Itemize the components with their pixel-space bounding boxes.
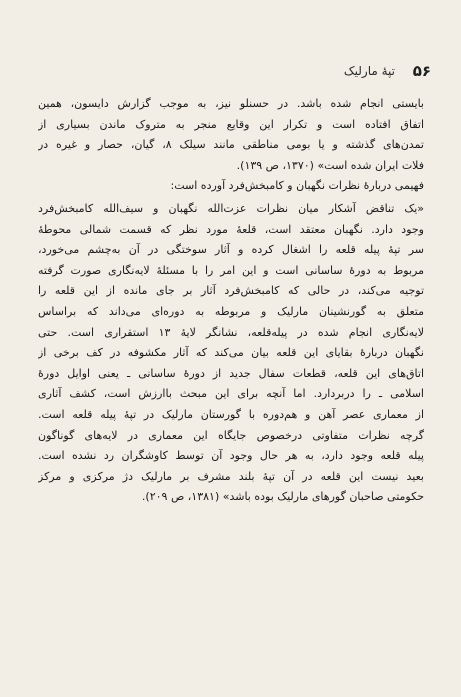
- quote-line: لایه‌نگاری انجام شده در پیله‌قلعه، نشانگر لایهٔ ۱۳ استقراری است. حتی: [38, 325, 424, 339]
- quote-line: وجود دارد. نگهبان معتقد است، قلعهٔ مورد نظر که قسمت شمالی محوطهٔ: [38, 222, 424, 236]
- quote-line: از معماری عصر آهن و هم‌دوره با گورستان مارلیک در تپهٔ پیله قلعه است.: [38, 407, 424, 421]
- quote-line: پیله قلعه وجود دارد، به هر حال وجود آن توسط کاوشگران رد نشده است.: [38, 449, 424, 463]
- page-number: ۵۶: [412, 62, 431, 80]
- paragraph-2: [38, 176, 424, 197]
- quote-line: بعید نیست این قلعه در آن تپهٔ بلند مشرف بر مارلیک دژ مرکزی و مرکز: [38, 469, 424, 483]
- quote-line: «یک تناقض آشکار میان نظرات عزت‌الله نگهبان و سیف‌الله کامبخش‌فرد: [38, 201, 424, 215]
- text-line: اتفاق افتاده است و تکرار این وقایع منجر به متروک ماندن بسیاری از: [38, 117, 424, 131]
- text-line: فهیمی دربارهٔ نظرات نگهبان و کامبخش‌فرد آورده است:: [170, 179, 424, 193]
- body-text: [38, 94, 424, 508]
- quote-line: توجیه می‌کند، در حالی که کامبخش‌فرد آثار بر جای مانده از این قلعه را: [38, 284, 424, 298]
- quote-line: نگهبان دربارهٔ بقایای این قلعه بیان می‌کند که آثار مکشوفه در کف برخی از: [38, 346, 424, 360]
- quote-line: گرچه نظرات متفاوتی درخصوص جایگاه این معماری در لایه‌های گوناگون: [38, 428, 424, 442]
- text-line: فلات ایران شده است» (۱۳۷۰، ص ۱۳۹).: [236, 158, 424, 172]
- page-header: [0, 62, 461, 86]
- running-title: تپهٔ مارلیک: [343, 64, 395, 78]
- block-quote: [38, 199, 424, 508]
- quote-line: اسلامی ـ را دربردارد. اما آنچه برای این مبحث باارزش است، کشف آثاری: [38, 387, 424, 401]
- quote-line: حکومتی صاحبان گورهای مارلیک بوده باشد» (۱۳۸۱، ص ۲۰۹).: [141, 490, 424, 504]
- quote-line: مربوط به دورهٔ ساسانی است و این امر را با مسئلهٔ لایه‌نگاری صورت گرفته: [38, 263, 424, 277]
- paragraph-1: [38, 94, 424, 176]
- quote-line: متعلق به گورنشینان مارلیک و مربوطه به دوره‌ای می‌داند که براساس: [38, 304, 424, 318]
- text-line: تمدن‌های گذشته و یا بومی مناطقی مانند سیلک ۸، گیان، حصار و غیره در: [38, 138, 424, 152]
- text-line: بایستی انجام شده باشد. در حسنلو نیز، به موجب گزارش دایسون، همین: [38, 97, 424, 110]
- quote-line: سر تپهٔ پیله قلعه را اشغال کرده و آثار سوختگی در آن به‌چشم می‌خورد،: [38, 243, 424, 257]
- quote-line: اتاق‌های این قلعه، قطعات سفال جدید از دورهٔ ساسانی ـ یعنی اوایل دورهٔ: [38, 366, 424, 380]
